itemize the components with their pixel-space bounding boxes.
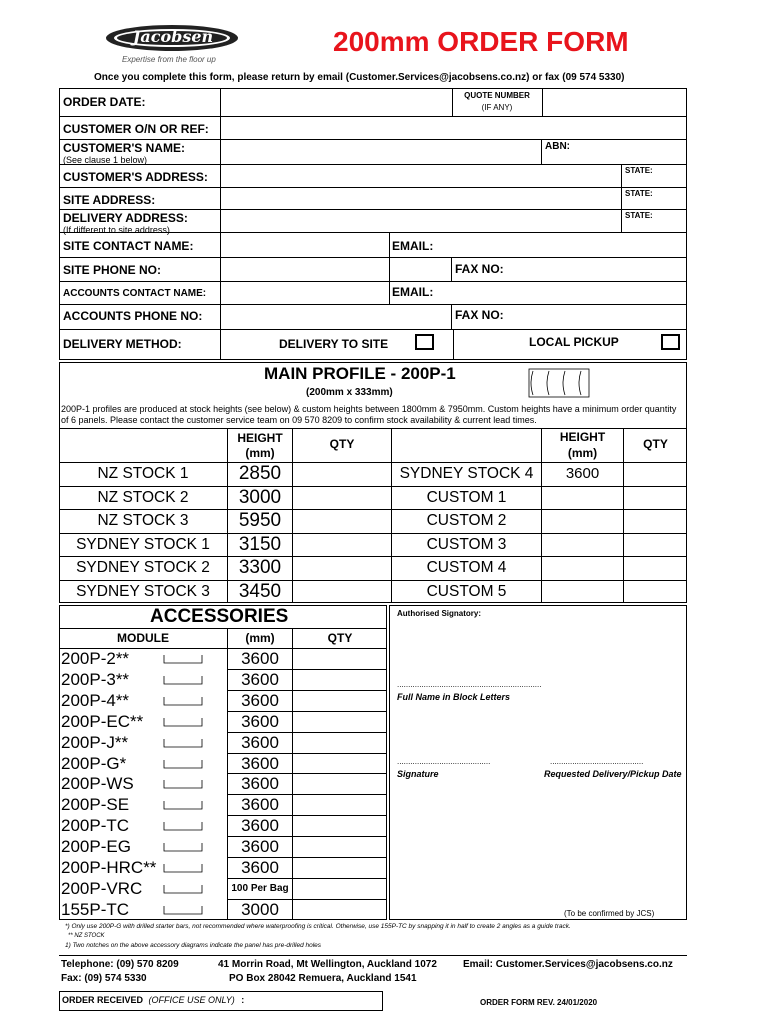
accessory-module: 200P-HRC** bbox=[61, 858, 157, 877]
stock-height-right[interactable] bbox=[542, 512, 623, 532]
instruction-text: Once you complete this form, please return by email (Customer.Services@jacobsens.co.nz) or fax (09 574 5330) bbox=[94, 72, 625, 83]
accessory-tc-icon bbox=[162, 818, 206, 834]
qty-input-left[interactable] bbox=[293, 487, 391, 509]
authorised-signatory-label: Authorised Signatory: bbox=[397, 609, 482, 618]
stock-height-right[interactable] bbox=[542, 583, 623, 603]
email-label-2: EMAIL: bbox=[392, 285, 434, 299]
main-profile-note: 200P-1 profiles are produced at stock heights (see below) & custom heights between 1800mm & 7950mm. Custom heights have a minimum order quantity of 6 panels. Please contact the customer service team on 09 570 8209 to confirm stock availability & current lead times. bbox=[61, 404, 677, 425]
accessory-qty-input[interactable] bbox=[293, 691, 386, 710]
footnote-3: 1) Two notches on the above accessory diagrams indicate the panel has pre-drilled holes bbox=[65, 942, 322, 949]
delivery-address-label: DELIVERY ADDRESS: bbox=[63, 211, 188, 225]
customer-address-field[interactable] bbox=[222, 166, 620, 186]
stock-name-left: NZ STOCK 1 bbox=[97, 465, 189, 482]
full-name-label: Full Name in Block Letters bbox=[397, 692, 511, 702]
stock-name-left: SYDNEY STOCK 2 bbox=[76, 559, 210, 576]
delivery-to-site-label: DELIVERY TO SITE bbox=[279, 337, 389, 351]
footer-address-2: PO Box 28042 Remuera, Auckland 1541 bbox=[229, 973, 417, 984]
stock-name-left: NZ STOCK 2 bbox=[97, 488, 189, 506]
stock-height-left: 3300 bbox=[238, 557, 282, 578]
if-any-label: (IF ANY) bbox=[481, 103, 513, 112]
accessory-qty-input[interactable] bbox=[293, 649, 386, 668]
accessory-length: 3600 bbox=[241, 669, 279, 689]
date-dots[interactable]: .......................................... bbox=[550, 757, 644, 766]
accessory-module: 200P-EC** bbox=[61, 711, 144, 731]
stock-height-right[interactable] bbox=[542, 536, 623, 556]
form-revision: ORDER FORM REV. 24/01/2020 bbox=[480, 998, 598, 1007]
profile-diagram-icon bbox=[525, 367, 595, 405]
accessory-module: 200P-WS bbox=[61, 774, 134, 794]
accessory-se-icon bbox=[162, 797, 206, 813]
accessory-ws-icon bbox=[162, 776, 206, 792]
state-label-3: STATE: bbox=[625, 211, 653, 220]
see-clause-label: (See clause 1 below) bbox=[63, 155, 148, 165]
accounts-contact-field[interactable] bbox=[222, 283, 388, 303]
quote-number-label: QUOTE NUMBER bbox=[464, 91, 530, 100]
accessory-length: 3600 bbox=[241, 816, 279, 836]
accessory-2-icon bbox=[162, 651, 206, 667]
accessory-3-icon bbox=[162, 672, 206, 688]
order-received-text: ORDER RECEIVED bbox=[62, 995, 144, 1005]
confirm-label: (To be confirmed by JCS) bbox=[564, 909, 655, 918]
accessories-title: ACCESSORIES bbox=[150, 606, 289, 627]
qty-header-left: QTY bbox=[329, 437, 355, 451]
accessory-length: 3600 bbox=[241, 753, 279, 773]
stock-name-right: CUSTOM 4 bbox=[426, 559, 507, 576]
stock-height-left: 3150 bbox=[238, 533, 282, 555]
qty-input-left[interactable] bbox=[293, 557, 391, 579]
stock-height-left: 3000 bbox=[238, 486, 282, 508]
site-address-label: SITE ADDRESS: bbox=[63, 193, 156, 207]
footnote-1: *) Only use 200P-G with drilled starter bars, not recommended where waterproofing is critical. Otherwise, use 155P-TC by snapping it in half to create 2 angles as a guide track. bbox=[65, 923, 571, 930]
stock-name-left: NZ STOCK 3 bbox=[97, 512, 189, 529]
accessory-module: 200P-EG bbox=[61, 837, 131, 857]
stock-height-right: 3600 bbox=[565, 465, 600, 482]
customer-name-label: CUSTOMER'S NAME: bbox=[63, 141, 185, 155]
accessory-module: 200P-SE bbox=[61, 795, 130, 815]
accessory-length: 100 Per Bag bbox=[231, 882, 289, 894]
state-label-1: STATE: bbox=[625, 166, 653, 175]
stock-name-right: CUSTOM 2 bbox=[426, 512, 507, 529]
mm-header-right: (mm) bbox=[567, 446, 598, 460]
if-different-label: (If different to site address) bbox=[63, 225, 170, 235]
accessory-qty-input[interactable] bbox=[293, 774, 386, 793]
qty-input-left[interactable] bbox=[293, 534, 391, 556]
stock-name-right: SYDNEY STOCK 4 bbox=[399, 465, 534, 482]
stock-height-left: 3450 bbox=[238, 580, 282, 602]
office-use-text: (OFFICE USE ONLY) bbox=[148, 995, 235, 1005]
main-profile-title: MAIN PROFILE - 200P-1 bbox=[264, 364, 456, 383]
site-email-field[interactable] bbox=[440, 234, 685, 256]
accessory-vrc-icon bbox=[162, 881, 206, 897]
site-phone-label: SITE PHONE NO: bbox=[63, 263, 162, 277]
colon-text: : bbox=[241, 995, 245, 1005]
signature-label: Signature bbox=[397, 769, 439, 779]
acc-mm-header: (mm) bbox=[245, 631, 275, 645]
site-phone-field[interactable] bbox=[222, 259, 450, 280]
page-title: 200mm ORDER FORM bbox=[333, 26, 629, 57]
delivery-method-label: DELIVERY METHOD: bbox=[63, 337, 182, 351]
local-pickup-checkbox[interactable] bbox=[661, 334, 680, 350]
accessory-length: 3600 bbox=[241, 858, 279, 877]
accessory-eg-icon bbox=[162, 839, 206, 855]
accounts-phone-field[interactable] bbox=[222, 306, 450, 328]
tagline: Expertise from the floor up bbox=[122, 55, 216, 64]
accessory-length: 3000 bbox=[241, 899, 279, 919]
accessory-length: 3600 bbox=[241, 711, 279, 731]
acc-qty-header: QTY bbox=[327, 631, 353, 645]
qty-input-right[interactable] bbox=[624, 581, 686, 603]
accessory-length: 3600 bbox=[241, 774, 279, 794]
accessory-qty-input[interactable] bbox=[293, 816, 386, 835]
stock-name-right: CUSTOM 1 bbox=[426, 488, 507, 506]
accessory-length: 3600 bbox=[241, 690, 279, 710]
footer-fax: Fax: (09) 574 5330 bbox=[61, 973, 147, 984]
delivery-address-field[interactable] bbox=[222, 211, 620, 231]
customer-on-field[interactable] bbox=[222, 118, 686, 138]
accessory-length: 3600 bbox=[241, 795, 279, 815]
accessory-module: 200P-4** bbox=[61, 690, 130, 710]
accessory-qty-input[interactable] bbox=[293, 900, 386, 919]
qty-input-right[interactable] bbox=[624, 463, 686, 485]
order-received-label bbox=[62, 995, 244, 1005]
accessory-module: 200P-3** bbox=[61, 669, 130, 689]
accessory-length: 3600 bbox=[241, 837, 279, 857]
accessory-length: 3600 bbox=[241, 649, 279, 668]
signature-dots[interactable]: .......................................... bbox=[397, 757, 491, 766]
stock-name-right: CUSTOM 5 bbox=[426, 582, 507, 600]
accessory-qty-input[interactable] bbox=[293, 712, 386, 731]
accessory-module: 155P-TC bbox=[61, 899, 130, 919]
qty-input-right[interactable] bbox=[624, 534, 686, 556]
state-label-2: STATE: bbox=[625, 189, 653, 198]
qty-input-right[interactable] bbox=[624, 557, 686, 579]
full-name-dots[interactable]: ................................................................. bbox=[397, 680, 542, 689]
accessory-hrc-icon bbox=[162, 860, 206, 876]
customer-address-label: CUSTOMER'S ADDRESS: bbox=[63, 170, 208, 184]
local-pickup-label: LOCAL PICKUP bbox=[529, 335, 619, 349]
accessory-g-icon bbox=[162, 756, 206, 772]
accessory-155tc-icon bbox=[162, 902, 206, 918]
stock-name-left: SYDNEY STOCK 3 bbox=[76, 582, 210, 600]
accessory-qty-input[interactable] bbox=[293, 858, 386, 877]
height-header-right: HEIGHT bbox=[559, 430, 606, 444]
footnote-2: ** NZ STOCK bbox=[68, 933, 105, 939]
logo bbox=[105, 22, 240, 54]
footer-telephone: Telephone: (09) 570 8209 bbox=[61, 959, 179, 970]
quote-number-field[interactable] bbox=[543, 89, 686, 116]
fax-label-2: FAX NO: bbox=[455, 308, 504, 322]
site-contact-label: SITE CONTACT NAME: bbox=[63, 239, 194, 253]
qty-input-left[interactable] bbox=[293, 463, 391, 485]
customer-name-field[interactable] bbox=[222, 141, 540, 163]
site-address-field[interactable] bbox=[222, 188, 620, 208]
accounts-contact-label: ACCOUNTS CONTACT NAME: bbox=[63, 288, 207, 299]
qty-input-left[interactable] bbox=[293, 510, 391, 532]
site-contact-field[interactable] bbox=[222, 234, 388, 256]
email-label-1: EMAIL: bbox=[392, 239, 434, 253]
qty-input-right[interactable] bbox=[624, 487, 686, 509]
footer-address-1: 41 Morrin Road, Mt Wellington, Auckland 1072 bbox=[218, 959, 437, 970]
stock-height-left: 2850 bbox=[238, 463, 282, 484]
qty-input-left[interactable] bbox=[293, 581, 391, 603]
stock-height-left: 5950 bbox=[238, 510, 282, 531]
order-date-label: ORDER DATE: bbox=[63, 95, 146, 109]
abn-label: ABN: bbox=[545, 141, 570, 152]
accessory-j-icon bbox=[162, 735, 206, 751]
accessory-qty-input[interactable] bbox=[293, 795, 386, 814]
stock-height-right[interactable] bbox=[542, 489, 623, 509]
accessory-module: 200P-TC bbox=[61, 816, 130, 836]
accounts-phone-label: ACCOUNTS PHONE NO: bbox=[63, 309, 203, 323]
logo-text: Jacobsen bbox=[132, 27, 214, 46]
accessory-module: 200P-J** bbox=[61, 732, 129, 752]
footer-email: Email: Customer.Services@jacobsens.co.nz bbox=[463, 959, 673, 970]
delivery-to-site-checkbox[interactable] bbox=[415, 334, 434, 350]
accessory-module: 200P-2** bbox=[61, 649, 130, 668]
accessory-qty-input[interactable] bbox=[293, 733, 386, 752]
accessory-ec-icon bbox=[162, 714, 206, 730]
accessory-qty-input[interactable] bbox=[293, 670, 386, 689]
accessory-4-icon bbox=[162, 693, 206, 709]
accessory-module: 200P-G* bbox=[61, 753, 127, 773]
accessory-qty-input[interactable] bbox=[293, 754, 386, 773]
stock-name-right: CUSTOM 3 bbox=[426, 535, 507, 553]
stock-height-right[interactable] bbox=[542, 559, 623, 579]
accessory-qty-input[interactable] bbox=[293, 837, 386, 856]
customer-on-label: CUSTOMER O/N OR REF: bbox=[63, 122, 209, 136]
stock-name-left: SYDNEY STOCK 1 bbox=[76, 535, 210, 553]
order-date-field[interactable] bbox=[222, 89, 452, 116]
qty-input-right[interactable] bbox=[624, 510, 686, 532]
qty-header-right: QTY bbox=[643, 437, 668, 451]
fax-label-1: FAX NO: bbox=[455, 262, 504, 276]
mm-header-left: (mm) bbox=[245, 446, 275, 460]
height-header-left: HEIGHT bbox=[237, 431, 283, 445]
main-profile-subtitle: (200mm x 333mm) bbox=[306, 387, 393, 398]
accessory-length: 3600 bbox=[241, 732, 279, 752]
requested-date-label: Requested Delivery/Pickup Date bbox=[544, 769, 682, 779]
module-header: MODULE bbox=[117, 631, 169, 645]
accessory-module: 200P-VRC bbox=[61, 878, 143, 898]
accessory-qty-input[interactable] bbox=[293, 879, 386, 898]
